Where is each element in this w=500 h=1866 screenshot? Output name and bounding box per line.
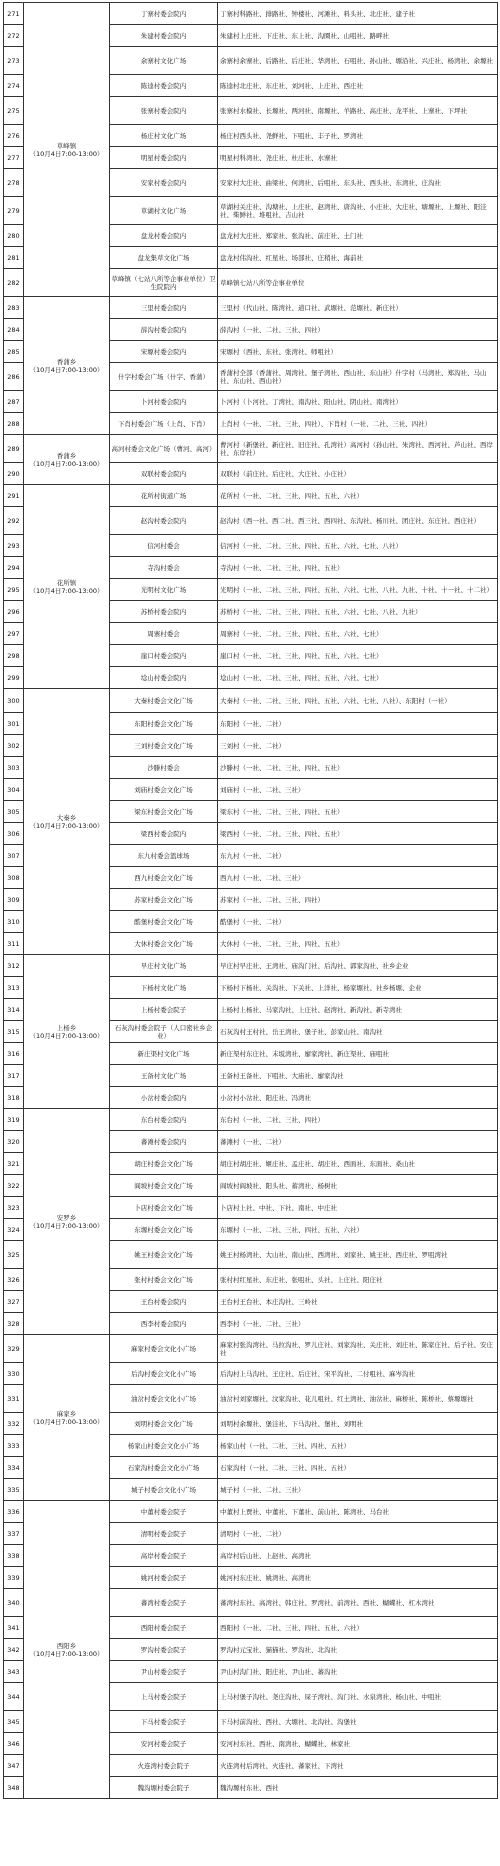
township-cell [24, 1501, 110, 1799]
row-number: 329 [4, 1335, 24, 1363]
township-time: （10月4日7:00-13:00） [29, 821, 104, 830]
vaccination-site: 后沟村委会文化小广场 [110, 1363, 218, 1385]
township-cell [24, 1109, 110, 1335]
row-number: 289 [4, 435, 24, 463]
vaccination-site: 西九村委会文化广场 [110, 867, 218, 889]
vaccination-site: 城子村委会文化小广场 [110, 1479, 218, 1501]
vaccination-site: 薛沟村委会院内 [110, 319, 218, 341]
row-number: 292 [4, 507, 24, 535]
township-time: （10月4日7:00-13:00） [29, 149, 104, 158]
row-number: 306 [4, 823, 24, 845]
covered-area: 安河村东社、西社、南湾社、蝴蝶社、林家社 [218, 1733, 498, 1755]
vaccination-site: 埝山村委会院内 [110, 667, 218, 689]
covered-area: 西阳村（一社、二社、三社、四社、五社、六社） [218, 1617, 498, 1639]
covered-area: 蕃滩村（一社、二社） [218, 1131, 498, 1153]
row-number: 345 [4, 1711, 24, 1733]
township-cell [24, 435, 110, 485]
covered-area: 三刘村（一社、二社） [218, 735, 498, 757]
vaccination-site: 上杨村委会院子 [110, 999, 218, 1021]
township-name: 大秦乡 [56, 813, 77, 822]
covered-area: 安家村大庄社、曲梁社、何湾社、后咀社、东头社、西头社、东湾社、庄沟社 [218, 169, 498, 197]
covered-area: 姚王村杨湾社、大山社、南山社、西湾社、刘家社、姚王社、西庄社、罗咀湾社 [218, 1241, 498, 1269]
row-number: 332 [4, 1413, 24, 1435]
covered-area: 大秦村（一社、二社、三社、四社、五社、六社、七社、八社）、东阳村（一社） [218, 689, 498, 713]
covered-area: 草湖村关庄社、沟塘社、上庄社、赵湾社、唐沟社、小庄社、大庄社、塘塬社、上塬社、阳洼社、柴鲜社、堆咀社、吉山社 [218, 197, 498, 225]
township-cell [24, 1335, 110, 1501]
covered-area: 刘庙村（一社、二社、三社） [218, 779, 498, 801]
row-number: 299 [4, 667, 24, 689]
covered-area: 陈逵村北庄社、东庄社、刘河社、上庄社、西庄社 [218, 75, 498, 97]
township-name: 花所镇 [56, 578, 77, 587]
covered-area: 曹河村（新堡社、新庄社、旧庄社、孔湾社）高河村（孙山社、朱湾社、西河社、芦山社、西岸社、东岸社） [218, 435, 498, 463]
covered-area: 火连湾村后湾社、火连社、蕃家社、下湾社 [218, 1755, 498, 1777]
covered-area: 张村村红星社、东庄社、张咀社、头社、上庄社、阳庄社 [218, 1269, 498, 1291]
covered-area: 后沟村上马沟社、王庄社、后庄社、宋平沟社、二付咀社、麻岑沟社 [218, 1363, 498, 1385]
covered-area: 东九村（一社、二社） [218, 845, 498, 867]
covered-area: 清明村（一社、二社） [218, 1523, 498, 1545]
township-time: （10月4日7:00-13:00） [29, 586, 104, 595]
covered-area: 沙滕村（一社、二社、三社、四社、五社） [218, 757, 498, 779]
row-number: 276 [4, 125, 24, 147]
covered-area: 上马村堡子沟社、尧庄沟社、屎子湾社、沟门社、水泉湾社、杨山社、中咀社 [218, 1683, 498, 1711]
covered-area: 杨家山村（一社、二社、三社、四社、五社） [218, 1435, 498, 1457]
covered-area: 尹山村沟门社、阳庄社、尹山社、蕃沟社 [218, 1661, 498, 1683]
row-number: 305 [4, 801, 24, 823]
row-number: 283 [4, 297, 24, 319]
table-row [4, 1501, 498, 1523]
row-number: 304 [4, 779, 24, 801]
township-cell [24, 485, 110, 689]
township-time: （10月4日7:00-13:00） [29, 459, 104, 468]
township-name: 麻家乡 [56, 1409, 77, 1418]
vaccination-site: 东台村委会院内 [110, 1109, 218, 1131]
vaccination-site: 明星村委会院内 [110, 147, 218, 169]
vaccination-site: 苏桥村委会院内 [110, 601, 218, 623]
covered-area: 寺沟村（一社、二社、三社、四社、五社） [218, 557, 498, 579]
vaccination-site: 姚王村委会文化广场 [110, 1241, 218, 1269]
vaccination-site: 魏沟塬村委会院子 [110, 1777, 218, 1799]
row-number: 291 [4, 485, 24, 507]
vaccination-site: 尹山村委会院子 [110, 1661, 218, 1683]
covered-area: 酷堡村（一社、二社） [218, 911, 498, 933]
vaccination-site: 石灰沟村委会院子（人口密社乡企业） [110, 1021, 218, 1043]
row-number: 335 [4, 1479, 24, 1501]
row-number: 274 [4, 75, 24, 97]
row-number: 300 [4, 689, 24, 713]
township-time: （10月4日7:00-13:00） [29, 1417, 104, 1426]
covered-area: 麻家村张沟湾社、马拉沟社、罗儿庄社、刘家沟社、关庄社、刘庄社、陈家庄社、后子社、安庄社 [218, 1335, 498, 1363]
vaccination-site: 罗沟村委会院子 [110, 1639, 218, 1661]
vaccination-site: 高岸村委会院子 [110, 1545, 218, 1567]
covered-area: 明星村科湾社、尧庄社、杜庄社、水寨社 [218, 147, 498, 169]
vaccination-site: 东九村委会篮球场 [110, 845, 218, 867]
vaccination-site: 王备村文化广场 [110, 1065, 218, 1087]
vaccination-site: 油岔村委会文化小广场 [110, 1385, 218, 1413]
covered-area: 王备村王备社、下咀社、大庙社、廖家沟社 [218, 1065, 498, 1087]
vaccination-site: 火连湾村委会院子 [110, 1755, 218, 1777]
township-name: 安罗乡 [56, 1213, 77, 1222]
row-number: 333 [4, 1435, 24, 1457]
township-name: 香蒲乡 [56, 451, 77, 460]
row-number: 303 [4, 757, 24, 779]
row-number: 346 [4, 1733, 24, 1755]
table-row [4, 955, 498, 977]
vaccination-site: 下肖村委会广场（上肖、下肖） [110, 413, 218, 435]
row-number: 271 [4, 3, 24, 25]
vaccination-site: 王台村委会院内 [110, 1291, 218, 1313]
covered-area: 油岔村刘家塬社、汶家沟社、花儿咀社、红土湾社、油岔社、麻桥社、陈桥社、蔡塬塬社 [218, 1385, 498, 1413]
vaccination-site: 杨家山村委会文化小广场 [110, 1435, 218, 1457]
covered-area: 小岔村小岔社、阳庄社、冯湾社 [218, 1087, 498, 1109]
covered-area: 梁东村（一社、二社、三社、四社、五社） [218, 801, 498, 823]
vaccination-site: 中董村委会院子 [110, 1501, 218, 1523]
row-number: 278 [4, 169, 24, 197]
covered-area: 东台村（一社、二社、三社、四社） [218, 1109, 498, 1131]
township-time: （10月4日7:00-13:00） [29, 1031, 104, 1040]
vaccination-site: 东阳村委会文化广场 [110, 713, 218, 735]
row-number: 297 [4, 623, 24, 645]
covered-area: 大休村（一社、二社、三社、四社、五社） [218, 933, 498, 955]
vaccination-site: 丁寨村委会院内 [110, 3, 218, 25]
row-number: 327 [4, 1291, 24, 1313]
vaccination-site: 三里村委会院内 [110, 297, 218, 319]
row-number: 281 [4, 247, 24, 269]
row-number: 308 [4, 867, 24, 889]
covered-area: 新庄渠村东庄社、末坂湾社、廖家湾社、新庄渠社、庙咀社 [218, 1043, 498, 1065]
row-number: 344 [4, 1683, 24, 1711]
row-number: 321 [4, 1153, 24, 1175]
covered-area: 赵沟村（西一社、西二社、西三社、西四社、东沟社、杨川社、团庄社、东庄社、西庄社） [218, 507, 498, 535]
vaccination-site: 刘明村委会文化广场 [110, 1413, 218, 1435]
vaccination-site: 上马村委会院子 [110, 1683, 218, 1711]
row-number: 317 [4, 1065, 24, 1087]
vaccination-site: 信河村委会 [110, 535, 218, 557]
covered-area: 城子村（一社、二社、三社） [218, 1479, 498, 1501]
vaccination-site: 朱建村委会院内 [110, 25, 218, 47]
vaccination-site: 阎坡村委会文化广场 [110, 1175, 218, 1197]
row-number: 326 [4, 1269, 24, 1291]
row-number: 348 [4, 1777, 24, 1799]
row-number: 328 [4, 1313, 24, 1335]
vaccination-site: 蕃滩村委会院内 [110, 1131, 218, 1153]
covered-area: 胡庄村胡庄社、姬庄社、孟庄社、胡庄社、西面社、东面社、桑山社 [218, 1153, 498, 1175]
covered-area: 盘龙村大庄社、郑家社、张沟社、前庄社、土门社 [218, 225, 498, 247]
schedule-table [3, 2, 498, 1799]
row-number: 309 [4, 889, 24, 911]
covered-area: 高岸村后山社、上赵社、高湾社 [218, 1545, 498, 1567]
vaccination-site: 新庄渠村文化广场 [110, 1043, 218, 1065]
township-cell [24, 3, 110, 297]
row-number: 347 [4, 1755, 24, 1777]
row-number: 339 [4, 1567, 24, 1589]
township-name: 香蒲乡 [56, 357, 77, 366]
vaccination-site: 下杨村文化广场 [110, 977, 218, 999]
row-number: 295 [4, 579, 24, 601]
table-row [4, 485, 498, 507]
covered-area: 香蒲村全部（香蒲社、周湾社、堡子湾社、西山社、东山社）什字村（马湾社、郑沟社、马山社、东山社、西山社） [218, 363, 498, 391]
township-time: （10月4日7:00-13:00） [29, 365, 104, 374]
township-time: （10月4日7:00-13:00） [29, 1221, 104, 1230]
row-number: 301 [4, 713, 24, 735]
covered-area: 下马村前沟社、西社、大塬社、北沟社、沟堡社 [218, 1711, 498, 1733]
vaccination-site: 光明村文化广场 [110, 579, 218, 601]
vaccination-site: 陈逵村委会院内 [110, 75, 218, 97]
covered-area: 盘龙村伟沟社、红星社、场部社、庄稍社、海前社 [218, 247, 498, 269]
row-number: 323 [4, 1197, 24, 1219]
vaccination-site: 卜店村委会文化广场 [110, 1197, 218, 1219]
vaccination-site: 大休村委会文化广场 [110, 933, 218, 955]
row-number: 280 [4, 225, 24, 247]
covered-area: 薛沟村（一社、二社、三社、四社） [218, 319, 498, 341]
covered-area: 早庄村早庄社、王湾社、庙沟门社、后沟社、郭家沟社、社乡企业 [218, 955, 498, 977]
vaccination-site: 西李村委会院内 [110, 1313, 218, 1335]
row-number: 293 [4, 535, 24, 557]
covered-area: 卜店村上社、中社、下社、南社、中庄社 [218, 1197, 498, 1219]
row-number: 319 [4, 1109, 24, 1131]
row-number: 341 [4, 1617, 24, 1639]
vaccination-site: 苏家村委会文化广场 [110, 889, 218, 911]
vaccination-site: 赵沟村委会院内 [110, 507, 218, 535]
covered-area: 崖口村（一社、二社、三社、四社、五社、六社、七社） [218, 645, 498, 667]
row-number: 336 [4, 1501, 24, 1523]
vaccination-site: 卜河村委会院内 [110, 391, 218, 413]
vaccination-site: 盘龙集草文化广场 [110, 247, 218, 269]
covered-area: 朱建村上庄社、下庄社、东上社、沟圈社、山咀社、路畔社 [218, 25, 498, 47]
vaccination-site: 花所村街道广场 [110, 485, 218, 507]
table-row [4, 3, 498, 25]
township-time: （10月4日7:00-13:00） [29, 1649, 104, 1658]
row-number: 284 [4, 319, 24, 341]
vaccination-site: 三刘村委会文化广场 [110, 735, 218, 757]
row-number: 337 [4, 1523, 24, 1545]
row-number: 315 [4, 1021, 24, 1043]
row-number: 318 [4, 1087, 24, 1109]
vaccination-site: 张村村委会文化广场 [110, 1269, 218, 1291]
row-number: 311 [4, 933, 24, 955]
row-number: 296 [4, 601, 24, 623]
vaccination-site: 刘庙村委会文化广场 [110, 779, 218, 801]
vaccination-site: 周寨村委会 [110, 623, 218, 645]
covered-area: 苏桥村（一社、二社、三社、四社、五社、六社、七社、八社、九社） [218, 601, 498, 623]
row-number: 310 [4, 911, 24, 933]
vaccination-site: 早庄村文化广场 [110, 955, 218, 977]
vaccination-site: 沙滕村委会 [110, 757, 218, 779]
row-number: 334 [4, 1457, 24, 1479]
township-cell [24, 689, 110, 955]
covered-area: 罗沟村元宝社、猫猫社、罗沟社、北沟社 [218, 1639, 498, 1661]
vaccination-site: 胡庄村委会文化广场 [110, 1153, 218, 1175]
vaccination-site: 酷堡村委会文化广场 [110, 911, 218, 933]
row-number: 313 [4, 977, 24, 999]
row-number: 285 [4, 341, 24, 363]
covered-area: 三里村（代山社、陈湾社、道口社、武塬社、范塬社、新庄社） [218, 297, 498, 319]
covered-area: 上肖村（一社、二社、三社、四社）、下肖村（一社、二社、三社、四社） [218, 413, 498, 435]
covered-area: 信河村（一社、二社、三社、四社、五社、六社、七社、八社） [218, 535, 498, 557]
township-cell [24, 955, 110, 1109]
vaccination-site: 大秦村委会文化广场 [110, 689, 218, 713]
row-number: 342 [4, 1639, 24, 1661]
covered-area: 蕃湾村东社、高湾社、韩庄社、罗湾社、前湾社、西社、蝴蝶社、杠木湾社 [218, 1589, 498, 1617]
vaccination-site: 安家村委会院内 [110, 169, 218, 197]
vaccination-site: 石家沟村委会文化小广场 [110, 1457, 218, 1479]
covered-area: 石灰沟村王村社、岳王湾社、堡子社、彭家山社、南沟社 [218, 1021, 498, 1043]
vaccination-site: 小岔村委会院内 [110, 1087, 218, 1109]
table-row [4, 435, 498, 463]
row-number: 314 [4, 999, 24, 1021]
row-number: 312 [4, 955, 24, 977]
covered-area: 阎坡村阎坡社、阳头社、蓄湾社、杨树社 [218, 1175, 498, 1197]
row-number: 272 [4, 25, 24, 47]
vaccination-site: 宋塬村委会院内 [110, 341, 218, 363]
covered-area: 埝山村（一社、二社、三社、四社、五社、六社、七社） [218, 667, 498, 689]
row-number: 316 [4, 1043, 24, 1065]
covered-area: 王台村王台社、本庄沟社、三岭社 [218, 1291, 498, 1313]
row-number: 324 [4, 1219, 24, 1241]
row-number: 340 [4, 1589, 24, 1617]
covered-area: 丁寨村科路社、排路社、钟楼社、河滩社、料头社、北庄社、建子社 [218, 3, 498, 25]
row-number: 288 [4, 413, 24, 435]
row-number: 298 [4, 645, 24, 667]
table-row [4, 297, 498, 319]
covered-area: 卜河村（卜河社、丁湾社、南沟社、阳山社、阴山社、南湾社） [218, 391, 498, 413]
township-name: 上杨乡 [56, 1023, 77, 1032]
covered-area: 光明村（一社、二社、三社、四社、五社、六社、七社、八社、九社、十社、十一社、十二社） [218, 579, 498, 601]
row-number: 320 [4, 1131, 24, 1153]
vaccination-site: 草湖村文化广场 [110, 197, 218, 225]
row-number: 330 [4, 1363, 24, 1385]
row-number: 287 [4, 391, 24, 413]
vaccination-site: 梁西村委会院内 [110, 823, 218, 845]
covered-area: 姚河村东庄社、姚湾社、高湾社 [218, 1567, 498, 1589]
vaccination-site: 双联村委会院内 [110, 463, 218, 485]
vaccination-site: 寺沟村委会 [110, 557, 218, 579]
row-number: 282 [4, 269, 24, 297]
covered-area: 杨庄村西头社、尧鲜社、下咀社、丰子社、罗湾社 [218, 125, 498, 147]
row-number: 343 [4, 1661, 24, 1683]
covered-area: 西李村（一社、二社、三社） [218, 1313, 498, 1335]
covered-area: 张寨村水模社、长塬社、两河社、南塬社、羊路社、高庄社、龙平社、上寨社、下坪社 [218, 97, 498, 125]
row-number: 290 [4, 463, 24, 485]
row-number: 277 [4, 147, 24, 169]
vaccination-site: 安河村委会院子 [110, 1733, 218, 1755]
covered-area: 梁西村（一社、二社、三社、四社、五社） [218, 823, 498, 845]
covered-area: 刘明村余塬社、堡洼社、下马沟社、堡社、刘明社 [218, 1413, 498, 1435]
vaccination-site: 清明村委会院子 [110, 1523, 218, 1545]
vaccination-site: 东塬村委会文化广场 [110, 1219, 218, 1241]
covered-area: 东塬村（一社、二社、三社、四社、五社、六社） [218, 1219, 498, 1241]
row-number: 275 [4, 97, 24, 125]
township-name: 西阳乡 [56, 1641, 77, 1650]
township-name: 草峰镇 [56, 141, 77, 150]
covered-area: 西九村（一社、二社、三社） [218, 867, 498, 889]
covered-area: 东阳村（一社、二社） [218, 713, 498, 735]
covered-area: 草峰镇七站八所等企事业单位 [218, 269, 498, 297]
vaccination-site: 西阳村委会院子 [110, 1617, 218, 1639]
vaccination-site: 盘龙村委会院内 [110, 225, 218, 247]
covered-area: 双联村（前庄社、后庄社、大庄社、小庄社） [218, 463, 498, 485]
vaccination-site: 姚河村委会院子 [110, 1567, 218, 1589]
row-number: 279 [4, 197, 24, 225]
covered-area: 苏家村（一社、二社、三社、四社） [218, 889, 498, 911]
vaccination-site: 草峰镇（七站八所等企事业单位）卫生院院内 [110, 269, 218, 297]
vaccination-site: 蕃湾村委会院子 [110, 1589, 218, 1617]
row-number: 307 [4, 845, 24, 867]
row-number: 325 [4, 1241, 24, 1269]
covered-area: 宋塬村（西社、东社、张湾社、师咀社） [218, 341, 498, 363]
table-row [4, 1109, 498, 1131]
row-number: 302 [4, 735, 24, 757]
township-cell [24, 297, 110, 435]
row-number: 286 [4, 363, 24, 391]
vaccination-site: 麻家村委会文化小广场 [110, 1335, 218, 1363]
covered-area: 花所村（一社、二社、三社、四社、五社、六社） [218, 485, 498, 507]
row-number: 322 [4, 1175, 24, 1197]
covered-area: 周寨村（一社、二社、三社、四社、五社、六社、七社） [218, 623, 498, 645]
row-number: 273 [4, 47, 24, 75]
covered-area: 中董村上贾社、中董社、下董社、前山社、陈湾社、马台社 [218, 1501, 498, 1523]
vaccination-site: 余寨村文化广场 [110, 47, 218, 75]
covered-area: 上杨村上杨社、马家沟社、上庄社、赵湾社、新沟社、新寺湾社 [218, 999, 498, 1021]
vaccination-site: 杨庄村文化广场 [110, 125, 218, 147]
row-number: 294 [4, 557, 24, 579]
covered-area: 魏沟塬村东社、西社 [218, 1777, 498, 1799]
vaccination-site: 崖口村委会院内 [110, 645, 218, 667]
vaccination-site: 梁东村委会文化广场 [110, 801, 218, 823]
covered-area: 下杨村下杨社、关沟社、下关社、上洋社、杨家塬社、社乡杨塬、企业 [218, 977, 498, 999]
vaccination-site: 下马村委会院子 [110, 1711, 218, 1733]
row-number: 331 [4, 1385, 24, 1413]
table-row [4, 1335, 498, 1363]
covered-area: 石家沟村（一社、二社、三社、四社、五社） [218, 1457, 498, 1479]
covered-area: 余寨村余寨社、后路社、后庄社、华湾社、石咀社、孙山社、塬沿社、兴庄社、杨湾社、余塬社 [218, 47, 498, 75]
table-row [4, 689, 498, 713]
vaccination-site: 高河村委会文化广场（曹河、高河） [110, 435, 218, 463]
vaccination-site: 什字村委会广场（什字、香蒲） [110, 363, 218, 391]
row-number: 338 [4, 1545, 24, 1567]
vaccination-site: 张寨村委会院内 [110, 97, 218, 125]
